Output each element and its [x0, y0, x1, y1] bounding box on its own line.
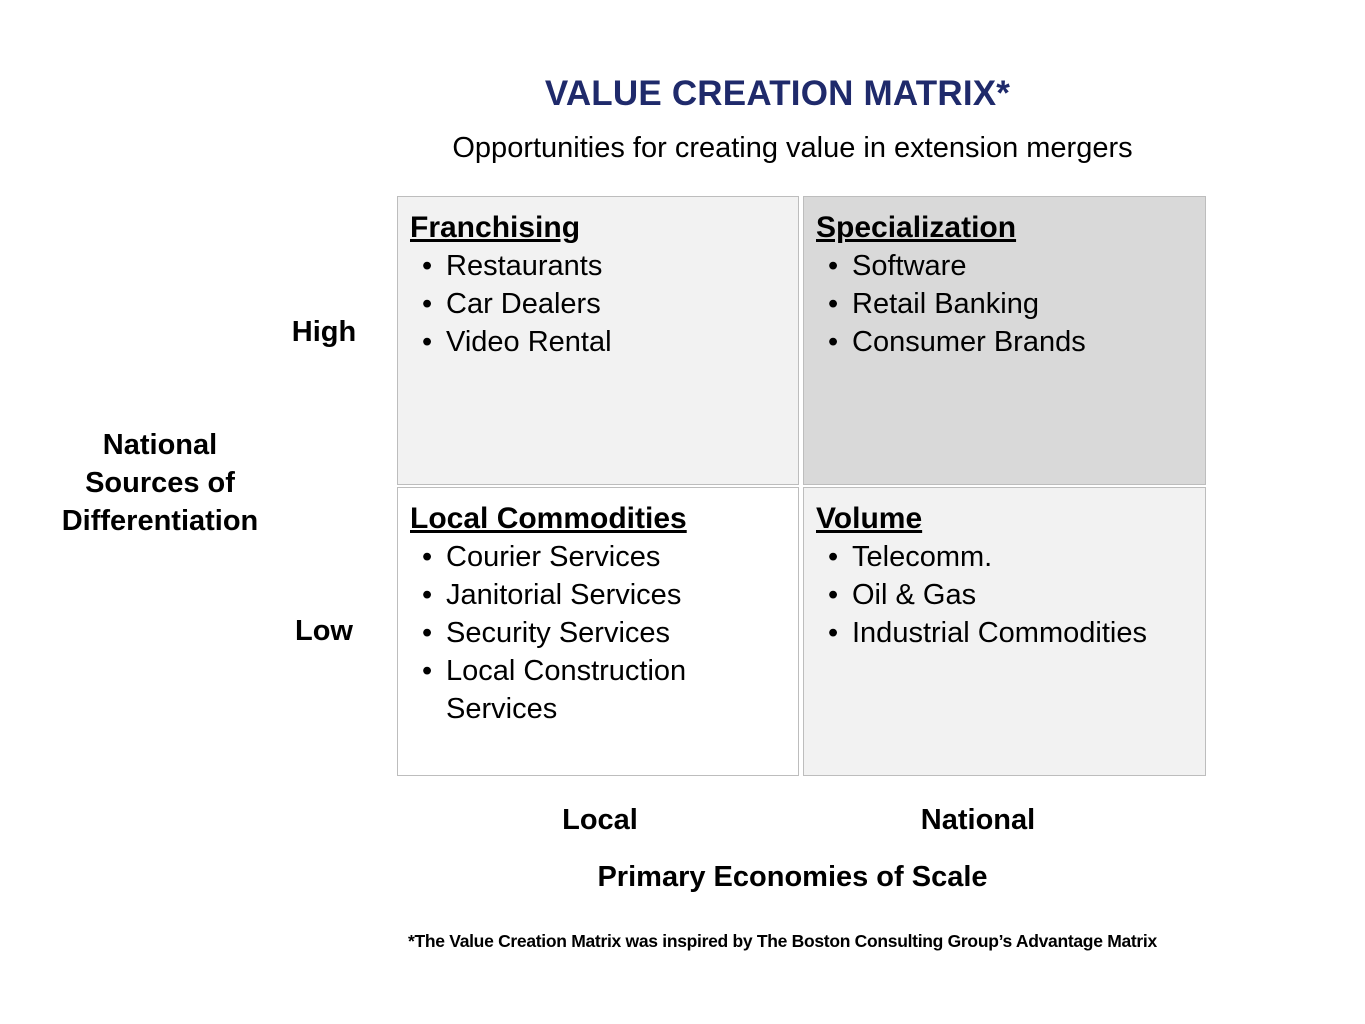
list-item: • Consumer Brands	[852, 323, 1193, 361]
list-item: • Car Dealers	[446, 285, 786, 323]
y-axis-title: National Sources of Differentiation	[61, 429, 259, 537]
quadrant-title: Local Commodities	[410, 502, 687, 535]
list-item: • Local Construction Services	[446, 652, 786, 728]
list-item: • Software	[852, 247, 1193, 285]
quadrant-volume	[803, 487, 1206, 776]
list-item: • Retail Banking	[852, 285, 1193, 323]
quadrant-specialization	[803, 196, 1206, 485]
x-axis-local-label: Local	[562, 804, 638, 836]
list-item: • Restaurants	[446, 247, 786, 285]
quadrant-item-list	[816, 247, 1193, 361]
quadrant-title: Specialization	[816, 211, 1017, 244]
list-item: • Janitorial Services	[446, 576, 786, 614]
page-title: VALUE CREATION MATRIX*	[544, 74, 1011, 113]
list-item: • Telecomm.	[852, 538, 1193, 576]
page-subtitle: Opportunities for creating value in extension mergers	[452, 132, 1133, 164]
quadrant-item-list	[410, 247, 786, 361]
list-item: • Video Rental	[446, 323, 786, 361]
quadrant-item-list	[410, 538, 786, 728]
quadrant-title: Volume	[816, 502, 923, 535]
quadrant-title: Franchising	[410, 211, 581, 244]
list-item: • Courier Services	[446, 538, 786, 576]
x-axis-title: Primary Economies of Scale	[597, 861, 988, 893]
quadrant-franchising	[397, 196, 799, 485]
footnote: *The Value Creation Matrix was inspired by The Boston Consulting Group’s Advantage Matrix	[408, 931, 1157, 951]
y-axis-high-label: High	[291, 316, 357, 348]
list-item: • Security Services	[446, 614, 786, 652]
list-item: • Industrial Commodities	[852, 614, 1193, 652]
quadrant-item-list	[816, 538, 1193, 652]
x-axis-national-label: National	[920, 804, 1036, 836]
y-axis-low-label: Low	[295, 615, 353, 647]
list-item: • Oil & Gas	[852, 576, 1193, 614]
quadrant-local-commodities	[397, 487, 799, 776]
